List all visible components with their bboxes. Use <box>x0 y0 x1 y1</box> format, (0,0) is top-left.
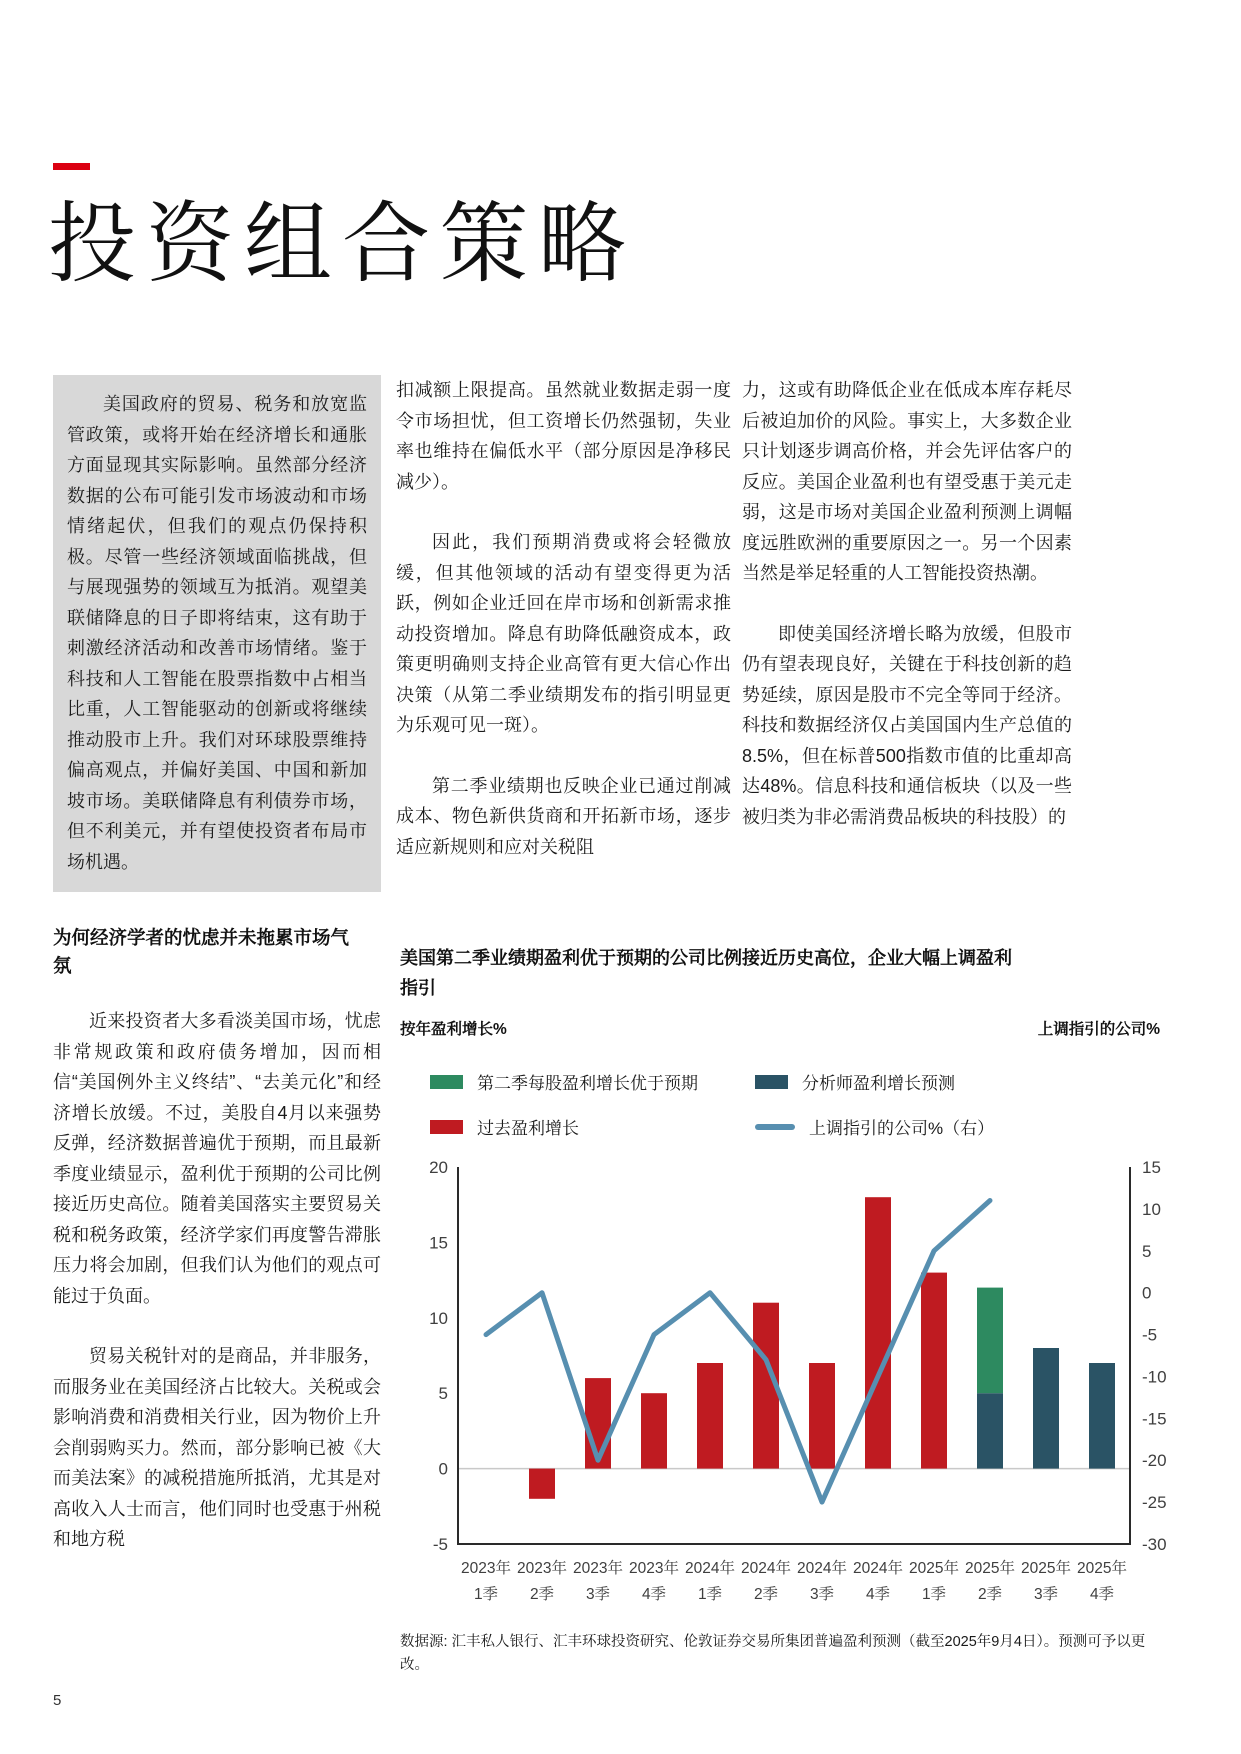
figure-block <box>400 943 1175 1677</box>
bar <box>1033 1348 1059 1469</box>
bar <box>809 1363 835 1469</box>
legend-item <box>430 1069 755 1094</box>
right-axis-tick: 5 <box>1142 1241 1152 1261</box>
legend-label: 上调指引的公司%（右） <box>809 1119 995 1138</box>
axis-frame <box>458 1167 1130 1544</box>
legend-swatch-red <box>430 1120 463 1134</box>
left-axis-tick: 15 <box>429 1233 448 1253</box>
summary-text: 美国政府的贸易、税务和放宽监管政策，或将开始在经济增长和通胀方面显现其实际影响。虽然部分经济数据的公布可能引发市场波动和市场情绪起伏，但我们的观点仍保持积极。尽管一些经济领域面临挑战，但与展现强势的领域互为抵消。观望美联储降息的日子即将结束，这有助于刺激经济活动和改善市场情绪。鉴于科技和人工智能在股票指数中占相当比重，人工智能驱动的创新或将继续推动股市上升。我们对环球股票维持偏高观点，并偏好美国、中国和新加坡市场。美联储降息有利债券市场，但不利美元，并有望使投资者布局市场机遇。 <box>67 394 367 872</box>
line-series <box>486 1201 990 1503</box>
right-axis-label: 上调指引的公司% <box>1037 1021 1160 1038</box>
x-axis-label: 2023年 1季 <box>461 1560 511 1603</box>
right-axis-tick: 0 <box>1142 1283 1152 1303</box>
chart-legend <box>430 1069 1130 1139</box>
legend-item <box>755 1114 1130 1139</box>
body-paragraph: 近来投资者大多看淡美国市场，忧虑非常规政策和政府债务增加，因而相信“美国例外主义终结”、“去美元化”和经济增长放缓。不过，美股自4月以来强势反弹，经济数据普遍优于预期，而且最新季度业绩显示，盈利优于预期的公司比例接近历史高位。随着美国落实主要贸易关税和税务政策，经济学家们再度警告滞胀压力将会加剧，但我们认为他们的观点可能过于负面。 <box>53 1011 381 1306</box>
legend-item <box>430 1114 755 1139</box>
right-axis-tick: 15 <box>1142 1158 1161 1177</box>
column-left <box>53 375 381 1555</box>
earnings-combo-chart <box>400 1153 1175 1623</box>
accent-dash <box>53 163 90 170</box>
bar <box>641 1393 667 1468</box>
bar <box>1089 1363 1115 1469</box>
x-axis-label: 2025年 1季 <box>909 1560 959 1603</box>
bar <box>865 1197 891 1468</box>
legend-label: 第二季每股盈利增长优于预期 <box>477 1074 698 1093</box>
right-axis-tick: -20 <box>1142 1451 1167 1471</box>
x-axis-label: 2025年 4季 <box>1077 1560 1127 1603</box>
legend-label: 过去盈利增长 <box>477 1119 579 1138</box>
bar <box>921 1273 947 1469</box>
x-axis-label: 2023年 4季 <box>629 1560 679 1603</box>
legend-item <box>755 1069 1130 1094</box>
summary-highlight-box <box>53 375 381 892</box>
body-paragraph: 贸易关税针对的是商品，并非服务，而服务业在美国经济占比较大。关税或会影响消费和消费相关行业，因为物价上升会削弱购买力。然而，部分影响已被《大而美法案》的减税措施所抵消，尤其是对高收入人士而言，他们同时也受惠于州税和地方税 <box>53 1346 381 1549</box>
left-axis-tick: 5 <box>438 1384 448 1404</box>
legend-swatch-green <box>430 1075 463 1089</box>
legend-swatch-line <box>755 1124 795 1130</box>
page-title: 投资组合策略 <box>48 194 637 293</box>
legend-label: 分析师盈利增长预测 <box>802 1074 955 1093</box>
legend-swatch-navy <box>755 1075 788 1089</box>
x-axis-label: 2024年 2季 <box>741 1560 791 1603</box>
axis-units-row <box>400 1017 1160 1039</box>
body-paragraph: 第二季业绩期也反映企业已通过削减成本、物色新供货商和开拓新市场，逐步适应新规则和应对关税阻 <box>396 775 731 857</box>
x-axis-label: 2023年 2季 <box>517 1560 567 1603</box>
bar <box>977 1393 1003 1468</box>
x-axis-label: 2024年 3季 <box>797 1560 847 1603</box>
x-axis-label: 2025年 2季 <box>965 1560 1015 1603</box>
bar <box>529 1469 555 1499</box>
body-paragraph: 因此，我们预期消费或将会轻微放缓，但其他领域的活动有望变得更为活跃，例如企业迁回在岸市场和创新需求推动投资增加。降息有助降低融资成本，政策更明确则支持企业高管有更大信心作出决策（从第二季业绩期发布的指引明显更为乐观可见一斑）。 <box>396 532 731 735</box>
x-axis-label: 2025年 3季 <box>1021 1560 1071 1603</box>
bar <box>697 1363 723 1469</box>
right-axis-tick: -30 <box>1142 1535 1167 1554</box>
left-axis-label: 按年盈利增长% <box>400 1021 507 1038</box>
right-axis-tick: -5 <box>1142 1325 1158 1345</box>
right-axis-tick: -15 <box>1142 1409 1167 1429</box>
right-axis-tick: -10 <box>1142 1367 1167 1387</box>
left-axis-tick: 20 <box>429 1158 448 1177</box>
body-paragraph: 扣减额上限提高。虽然就业数据走弱一度令市场担忧，但工资增长仍然强韧，失业率也维持在偏低水平（部分原因是净移民减少）。 <box>396 380 731 492</box>
right-axis-tick: -25 <box>1142 1493 1167 1513</box>
column-middle <box>396 375 731 862</box>
left-axis-tick: -5 <box>432 1535 448 1554</box>
bar <box>977 1288 1003 1394</box>
left-axis-tick: 10 <box>429 1308 448 1328</box>
body-paragraph: 力，这或有助降低企业在低成本库存耗尽后被迫加价的风险。事实上，大多数企业只计划逐步调高价格，并会先评估客户的反应。美国企业盈利也有望受惠于美元走弱，这是市场对美国企业盈利预测上调幅度远胜欧洲的重要原因之一。另一个因素当然是举足轻重的人工智能投资热潮。 <box>742 380 1072 583</box>
column-right <box>742 375 1072 832</box>
x-axis-label: 2024年 4季 <box>853 1560 903 1603</box>
x-axis-label: 2024年 1季 <box>685 1560 735 1603</box>
page-number: 5 <box>53 1692 62 1709</box>
figure-title: 美国第二季业绩期盈利优于预期的公司比例接近历史高位，企业大幅上调盈利指引 <box>400 948 1012 998</box>
right-axis-tick: 10 <box>1142 1199 1161 1219</box>
figure-source: 数据源: 汇丰私人银行、汇丰环球投资研究、伦敦证券交易所集团普遍盈利预测（截至2025年9月4日）。预测可予以更改。 <box>400 1634 1146 1673</box>
x-axis-label: 2023年 3季 <box>573 1560 623 1603</box>
left-axis-tick: 0 <box>438 1459 448 1479</box>
body-paragraph: 即使美国经济增长略为放缓，但股市仍有望表现良好，关键在于科技创新的趋势延续，原因是股市不完全等同于经济。科技和数据经济仅占美国国内生产总值的8.5%，但在标普500指数市值的比重却高达48%。信息科技和通信板块（以及一些被归类为非必需消费品板块的科技股）的 <box>742 623 1072 827</box>
section-heading: 为何经济学者的忧虑并未拖累市场气氛 <box>53 927 350 976</box>
